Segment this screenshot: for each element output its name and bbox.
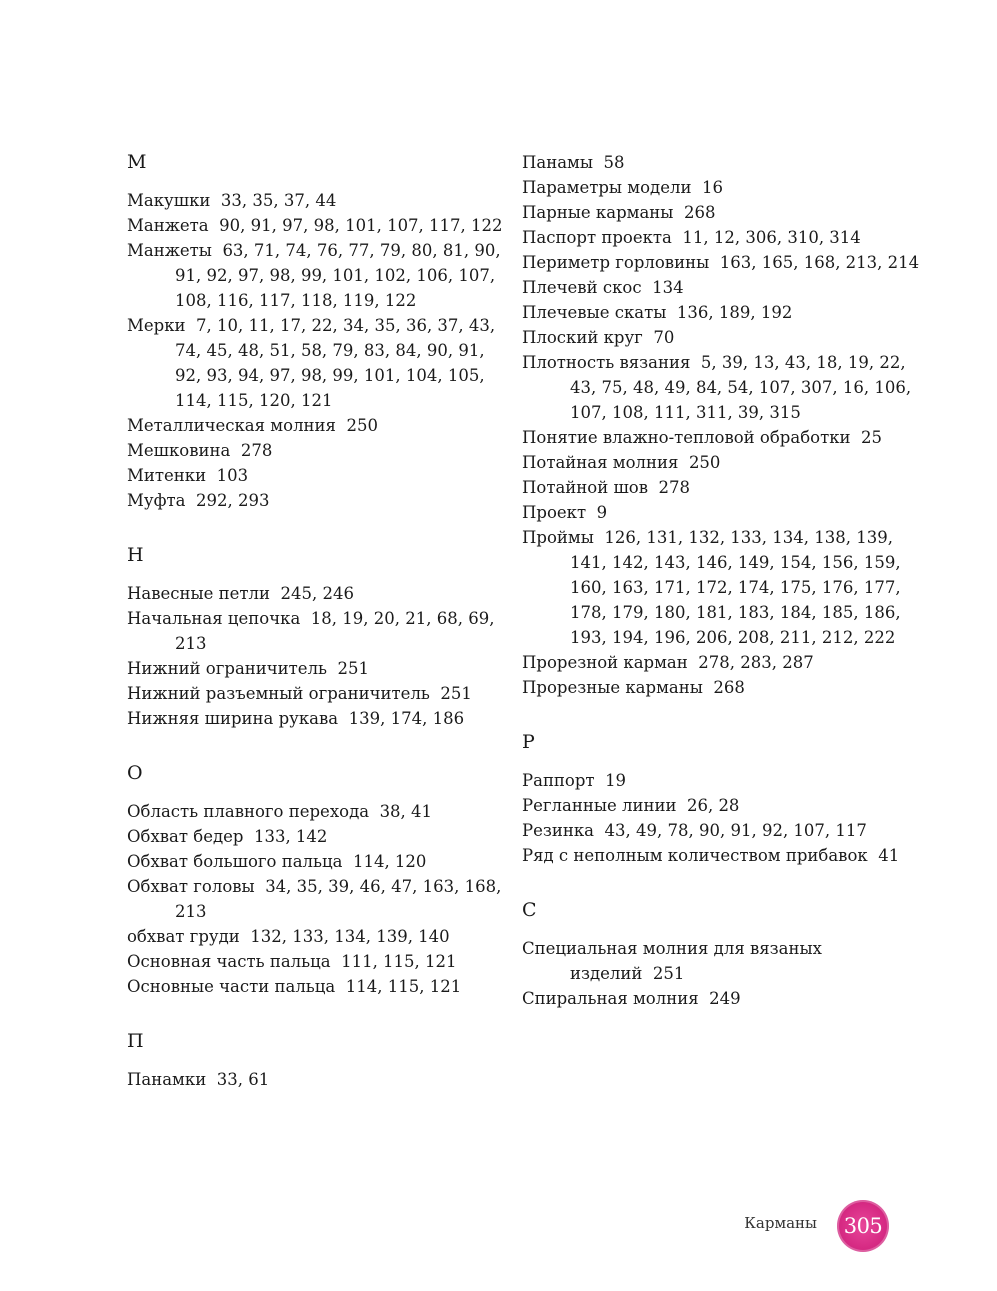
index-term: Панамки bbox=[127, 1070, 207, 1089]
index-entry bbox=[522, 475, 922, 500]
index-section bbox=[127, 1029, 507, 1092]
index-pages: 126, 131, 132, 133, 134, 138, 139, 141, 142, 143, 146, 149, 154, 156, 159, 160, 163, 171, 172, 174, 175, 176, 177, 178, 179, 180, 181, 183, 184, 185, 186, 193, 194, 196, 206, 208, 211, 212, 222 bbox=[570, 528, 901, 647]
index-pages: 58 bbox=[603, 153, 625, 172]
index-pages: 133, 142 bbox=[253, 827, 328, 846]
index-entry bbox=[522, 350, 922, 425]
index-pages: 103 bbox=[216, 466, 249, 485]
index-term: Плечевые скаты bbox=[522, 303, 667, 322]
index-entry bbox=[522, 500, 922, 525]
section-letter: Р bbox=[522, 731, 535, 753]
index-entry bbox=[522, 225, 922, 250]
index-term: Резинка bbox=[522, 821, 595, 840]
index-entry bbox=[127, 463, 507, 488]
index-entry bbox=[127, 213, 507, 238]
index-pages: 163, 165, 168, 213, 214 bbox=[719, 253, 920, 272]
index-term: Понятие влажно-тепловой обработки bbox=[522, 428, 851, 447]
section-letter: М bbox=[127, 151, 147, 173]
index-pages: 245, 246 bbox=[280, 584, 355, 603]
index-pages: 26, 28 bbox=[686, 796, 740, 815]
index-entry bbox=[522, 650, 922, 675]
index-term: Периметр горловины bbox=[522, 253, 710, 272]
index-pages: 278 bbox=[240, 441, 273, 460]
index-pages: 251 bbox=[652, 964, 685, 983]
index-pages: 139, 174, 186 bbox=[348, 709, 465, 728]
index-entry bbox=[127, 924, 507, 949]
index-entry bbox=[127, 488, 507, 513]
index-term: Обхват головы bbox=[127, 877, 255, 896]
index-pages: 7, 10, 11, 17, 22, 34, 35, 36, 37, 43, 74, 45, 48, 51, 58, 79, 83, 84, 90, 91, 92, 93, 94, 97, 98, 99, 101, 104, 105, 114, 115, 120, 121 bbox=[175, 316, 496, 410]
index-term: Манжета bbox=[127, 216, 209, 235]
index-term: Прорезной карман bbox=[522, 653, 688, 672]
index-term: Навесные петли bbox=[127, 584, 271, 603]
index-term: Обхват большого пальца bbox=[127, 852, 343, 871]
index-entry bbox=[127, 313, 507, 413]
index-term: Мешковина bbox=[127, 441, 231, 460]
index-pages: 251 bbox=[440, 684, 472, 703]
index-section bbox=[127, 150, 507, 513]
index-entry bbox=[127, 799, 507, 824]
index-term: Параметры модели bbox=[522, 178, 692, 197]
index-entry bbox=[127, 974, 507, 999]
index-term: Ряд с неполным количеством прибавок bbox=[522, 846, 868, 865]
index-term: Манжеты bbox=[127, 241, 212, 260]
index-term: Спиральная молния bbox=[522, 989, 699, 1008]
index-pages: 70 bbox=[653, 328, 675, 347]
index-term: Регланные линии bbox=[522, 796, 677, 815]
index-term: Нижний ограничитель bbox=[127, 659, 328, 678]
index-entry bbox=[522, 450, 922, 475]
index-term: обхват груди bbox=[127, 927, 240, 946]
index-pages: 19 bbox=[605, 771, 627, 790]
index-entry bbox=[522, 175, 922, 200]
index-pages: 268 bbox=[713, 678, 745, 697]
index-pages: 43, 49, 78, 90, 91, 92, 107, 117 bbox=[604, 821, 867, 840]
index-entry bbox=[522, 986, 922, 1011]
index-entry bbox=[127, 824, 507, 849]
index-pages: 114, 115, 121 bbox=[345, 977, 462, 996]
index-pages: 114, 120 bbox=[352, 852, 427, 871]
index-pages: 132, 133, 134, 139, 140 bbox=[250, 927, 450, 946]
index-term: Потайной шов bbox=[522, 478, 649, 497]
index-pages: 134 bbox=[652, 278, 684, 297]
index-term: Область плавного перехода bbox=[127, 802, 370, 821]
index-pages: 250 bbox=[688, 453, 721, 472]
index-pages: 90, 91, 97, 98, 101, 107, 117, 122 bbox=[219, 216, 503, 235]
page-number-badge bbox=[837, 1200, 889, 1252]
index-pages: 41 bbox=[878, 846, 900, 865]
index-term: Паспорт проекта bbox=[522, 228, 672, 247]
index-entry bbox=[522, 936, 922, 986]
index-pages: 292, 293 bbox=[195, 491, 270, 510]
index-term: Специальная молния для вязаных изделий bbox=[522, 939, 822, 983]
section-letter: Н bbox=[127, 544, 144, 566]
index-entry bbox=[127, 188, 507, 213]
index-term: Раппорт bbox=[522, 771, 595, 790]
index-entry bbox=[522, 300, 922, 325]
index-pages: 18, 19, 20, 21, 68, 69, 213 bbox=[175, 609, 495, 653]
index-pages: 5, 39, 13, 43, 18, 19, 22, 43, 75, 48, 49, 84, 54, 107, 307, 16, 106, 107, 108, 111, 311, 39, 315 bbox=[570, 353, 912, 422]
index-column-left bbox=[127, 150, 507, 1122]
index-pages: 111, 115, 121 bbox=[341, 952, 457, 971]
index-section bbox=[127, 761, 507, 999]
index-pages: 63, 71, 74, 76, 77, 79, 80, 81, 90, 91, 92, 97, 98, 99, 101, 102, 106, 107, 108, 116, 117, 118, 119, 122 bbox=[175, 241, 501, 310]
index-entry bbox=[522, 275, 922, 300]
index-entry bbox=[127, 606, 507, 656]
index-entry bbox=[127, 874, 507, 924]
index-term: Плечевй скос bbox=[522, 278, 642, 297]
index-pages: 16 bbox=[701, 178, 723, 197]
index-pages: 278 bbox=[658, 478, 691, 497]
index-pages: 38, 41 bbox=[379, 802, 433, 821]
index-pages: 33, 35, 37, 44 bbox=[220, 191, 337, 210]
index-entry bbox=[127, 581, 507, 606]
index-pages: 249 bbox=[709, 989, 741, 1008]
index-term: Панамы bbox=[522, 153, 594, 172]
running-footer-title: Карманы bbox=[744, 1214, 817, 1232]
index-pages: 268 bbox=[683, 203, 716, 222]
index-entry bbox=[522, 425, 922, 450]
index-term: Плоский круг bbox=[522, 328, 643, 347]
index-pages: 251 bbox=[337, 659, 370, 678]
index-pages: 11, 12, 306, 310, 314 bbox=[682, 228, 861, 247]
index-pages: 9 bbox=[596, 503, 608, 522]
index-entry bbox=[127, 1067, 507, 1092]
index-term: Нижняя ширина рукава bbox=[127, 709, 339, 728]
index-term: Муфта bbox=[127, 491, 186, 510]
index-term: Плотность вязания bbox=[522, 353, 691, 372]
index-entry bbox=[522, 793, 922, 818]
index-pages: 33, 61 bbox=[216, 1070, 270, 1089]
index-term: Митенки bbox=[127, 466, 207, 485]
index-term: Основная часть пальца bbox=[127, 952, 331, 971]
index-entry bbox=[522, 200, 922, 225]
index-pages: 34, 35, 39, 46, 47, 163, 168, 213 bbox=[175, 877, 502, 921]
index-entry bbox=[522, 150, 922, 175]
index-pages: 250 bbox=[346, 416, 378, 435]
index-term: Основные части пальца bbox=[127, 977, 336, 996]
index-term: Проймы bbox=[522, 528, 594, 547]
index-term: Нижний разъемный ограничитель bbox=[127, 684, 430, 703]
index-entry bbox=[127, 949, 507, 974]
index-term: Мерки bbox=[127, 316, 186, 335]
index-entry bbox=[522, 818, 922, 843]
index-entry bbox=[127, 413, 507, 438]
index-term: Начальная цепочка bbox=[127, 609, 301, 628]
index-term: Обхват бедер bbox=[127, 827, 244, 846]
index-term: Макушки bbox=[127, 191, 211, 210]
index-entry bbox=[127, 706, 507, 731]
index-entry bbox=[127, 849, 507, 874]
index-term: Потайная молния bbox=[522, 453, 679, 472]
index-entry bbox=[522, 768, 922, 793]
section-letter: О bbox=[127, 762, 143, 784]
index-entry bbox=[127, 656, 507, 681]
page-number: 305 bbox=[843, 1214, 883, 1238]
index-column-right bbox=[522, 150, 922, 1041]
section-letter: С bbox=[522, 899, 537, 921]
index-entry bbox=[127, 681, 507, 706]
index-section bbox=[522, 150, 922, 700]
index-term: Металлическая молния bbox=[127, 416, 336, 435]
index-pages: 278, 283, 287 bbox=[698, 653, 814, 672]
index-entry bbox=[127, 438, 507, 463]
index-entry bbox=[127, 238, 507, 313]
index-entry bbox=[522, 525, 922, 650]
index-entry bbox=[522, 250, 922, 275]
index-entry bbox=[522, 675, 922, 700]
index-term: Проект bbox=[522, 503, 587, 522]
index-section bbox=[522, 898, 922, 1011]
index-section bbox=[127, 543, 507, 731]
index-entry bbox=[522, 325, 922, 350]
section-letter: П bbox=[127, 1030, 144, 1052]
index-section bbox=[522, 730, 922, 868]
index-entry bbox=[522, 843, 922, 868]
index-pages: 136, 189, 192 bbox=[676, 303, 793, 322]
index-term: Парные карманы bbox=[522, 203, 674, 222]
index-pages: 25 bbox=[861, 428, 883, 447]
index-term: Прорезные карманы bbox=[522, 678, 703, 697]
